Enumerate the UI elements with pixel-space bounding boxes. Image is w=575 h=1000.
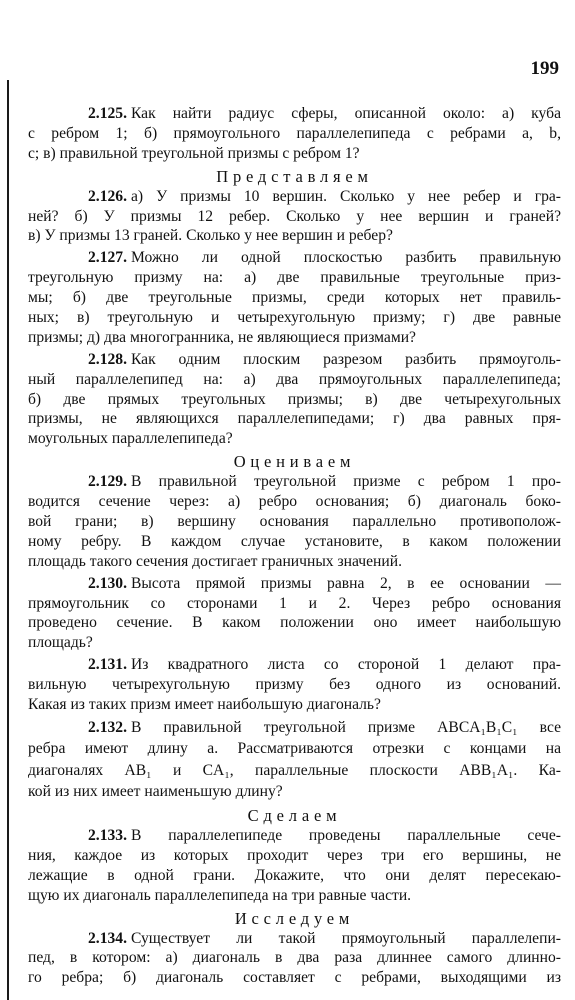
- line-text: прямоугольник со сторонами 1 и 2. Через ребро основания: [28, 594, 561, 612]
- problem-text-line: [28, 288, 561, 308]
- problem-text-line: [28, 826, 561, 846]
- problem-2-134: [28, 929, 561, 989]
- problem-text-line: [28, 187, 561, 207]
- problem-text-line: [28, 512, 561, 532]
- line-text: призмы; д) два многогранника, не являющиеся призмами?: [28, 328, 416, 346]
- page-content: [28, 104, 561, 990]
- line-text: c; в) правильной треугольной призмы с ребром 1?: [28, 144, 360, 162]
- problem-number: 2.129.: [88, 473, 127, 491]
- problem-text-line: [28, 675, 561, 695]
- line-text: водится сечение через: а) ребро основания; б) диагональ боко-: [28, 493, 561, 511]
- problem-text-line: [28, 574, 561, 594]
- problem-2-126: [28, 187, 561, 247]
- problem-text-line: [28, 472, 561, 492]
- problem-text-line: [28, 124, 561, 144]
- line-text: проведено сечение. В каком положении оно имеет наибольшую: [28, 614, 561, 632]
- problem-2-133: [28, 826, 561, 906]
- problem-number: 2.132.: [88, 718, 127, 736]
- line-text: площадь такого сечения достигает граничных значений.: [28, 552, 402, 570]
- line-text: Какая из таких призм имеет наибольшую диагональ?: [28, 696, 381, 714]
- problem-text-line: [28, 350, 561, 370]
- line-text: Высота прямой призмы равна 2, в ее основании —: [130, 574, 561, 592]
- problem-text-line: [28, 144, 561, 164]
- line-text: ния, каждое из которых проходит через три его вершины, не: [28, 846, 561, 864]
- line-text: треугольную призму на: а) две правильные треугольные приз-: [28, 269, 561, 287]
- problem-2-128: [28, 350, 561, 449]
- line-text: ных; в) треугольную и четырехугольную призму; г) две равные: [28, 309, 561, 327]
- problem-text-line: [28, 695, 561, 715]
- section-heading: Представляем: [216, 166, 373, 186]
- line-text: Как одним плоским разрезом разбить прямоуголь-: [130, 350, 561, 368]
- line-text: ней? б) У призмы 12 ребер. Сколько у нее вершин и граней?: [28, 207, 561, 225]
- line-text: Из квадратного листа со стороной 1 делают пра-: [130, 656, 561, 674]
- line-text: го ребра; б) диагональ составляет с ребрами, выходящими из: [28, 969, 561, 987]
- line-text: площадь?: [28, 634, 93, 652]
- problem-text-line: [28, 328, 561, 348]
- problem-number: 2.127.: [88, 249, 127, 267]
- problem-text-line: [28, 409, 561, 429]
- problem-text-line: [28, 492, 561, 512]
- problem-text-line: [28, 268, 561, 288]
- problem-text-line: [28, 594, 561, 614]
- problem-text-line: [28, 968, 561, 988]
- line-text: В параллелепипеде проведены параллельные сече-: [130, 826, 561, 844]
- line-text: диагоналях AB₁ и CA₁, параллельные плоскости ABB₁A₁. Ка-: [28, 761, 561, 779]
- problem-text-line: [28, 104, 561, 124]
- line-text: ный параллелепипед на: а) два прямоугольных параллелепипеда;: [28, 370, 561, 388]
- problem-text-line: [28, 532, 561, 552]
- problem-text-line: [28, 308, 561, 328]
- line-text: пед, в котором: а) диагональ в два раза длиннее самого длинно-: [28, 949, 561, 967]
- problem-2-127: [28, 248, 561, 347]
- problem-text-line: [28, 760, 561, 782]
- line-text: ребра имеют длину a. Рассматриваются отрезки с концами на: [28, 740, 561, 758]
- problem-text-line: [28, 738, 561, 760]
- problem-2-125: [28, 104, 561, 164]
- section-heading: Исследуем: [234, 908, 355, 928]
- problem-2-132: [28, 717, 561, 803]
- line-text: а) У призмы 10 вершин. Сколько у нее ребер и гра-: [130, 187, 561, 205]
- problem-text-line: [28, 613, 561, 633]
- line-text: Как найти радиус сферы, описанной около: а) куба: [130, 105, 561, 122]
- line-text: кой из них имеет наименьшую длину?: [28, 783, 283, 801]
- problem-text-line: [28, 866, 561, 886]
- line-text: моугольных параллелепипеда?: [28, 430, 233, 448]
- problem-text-line: [28, 717, 561, 739]
- line-text: В правильной треугольной призме с ребром 1 про-: [130, 473, 561, 491]
- problem-2-131: [28, 655, 561, 715]
- line-text: мы; б) две треугольные призмы, среди которых нет правиль-: [28, 289, 561, 307]
- problem-2-129: [28, 472, 561, 571]
- problem-text-line: [28, 633, 561, 653]
- problem-number: 2.134.: [88, 929, 127, 947]
- problem-number: 2.130.: [88, 574, 127, 592]
- page-number: 199: [530, 58, 559, 79]
- problem-text-line: [28, 207, 561, 227]
- problem-text-line: [28, 948, 561, 968]
- problem-2-130: [28, 574, 561, 654]
- line-text: ному ребру. В каждом случае установите, в каком положении: [28, 532, 561, 550]
- problem-text-line: [28, 390, 561, 410]
- line-text: В правильной треугольной призме ABCA₁B₁C₁ все: [130, 718, 561, 736]
- line-text: б) две прямых треугольных призмы; в) две четырехугольных: [28, 390, 561, 408]
- problem-text-line: [28, 226, 561, 246]
- problem-text-line: [28, 552, 561, 572]
- problem-number: 2.133.: [88, 826, 127, 844]
- problem-number: 2.131.: [88, 656, 127, 674]
- problem-number: 2.128.: [88, 350, 127, 368]
- line-text: Можно ли одной плоскостью разбить правильную: [130, 249, 561, 267]
- margin-rule: [7, 80, 9, 1000]
- line-text: вильную четырехугольную призму без одного из оснований.: [28, 676, 561, 694]
- line-text: лежащие в одной грани. Докажите, что они делят пересекаю-: [28, 866, 561, 884]
- problem-text-line: [28, 781, 561, 803]
- problem-text-line: [28, 370, 561, 390]
- line-text: Существует ли такой прямоугольный параллелепи-: [130, 929, 561, 947]
- problem-text-line: [28, 929, 561, 949]
- problem-text-line: [28, 655, 561, 675]
- line-text: щую их диагональ параллелепипеда на три равные части.: [28, 886, 412, 904]
- problem-number: 2.126.: [88, 187, 127, 205]
- line-text: с ребром 1; б) прямоугольного параллелепипеда с ребрами a, b,: [28, 124, 561, 142]
- line-text: вой грани; в) вершину основания параллельно противополож-: [28, 513, 561, 531]
- problem-text-line: [28, 429, 561, 449]
- problem-number: 2.125.: [88, 105, 127, 122]
- section-heading: Сделаем: [247, 805, 342, 825]
- problem-text-line: [28, 886, 561, 906]
- problem-text-line: [28, 248, 561, 268]
- line-text: призмы, не являющихся параллелепипедами; г) два равных пря-: [28, 410, 561, 428]
- line-text: в) У призмы 13 граней. Сколько у нее вершин и ребер?: [28, 227, 393, 245]
- section-heading: Оцениваем: [233, 452, 356, 472]
- problem-text-line: [28, 846, 561, 866]
